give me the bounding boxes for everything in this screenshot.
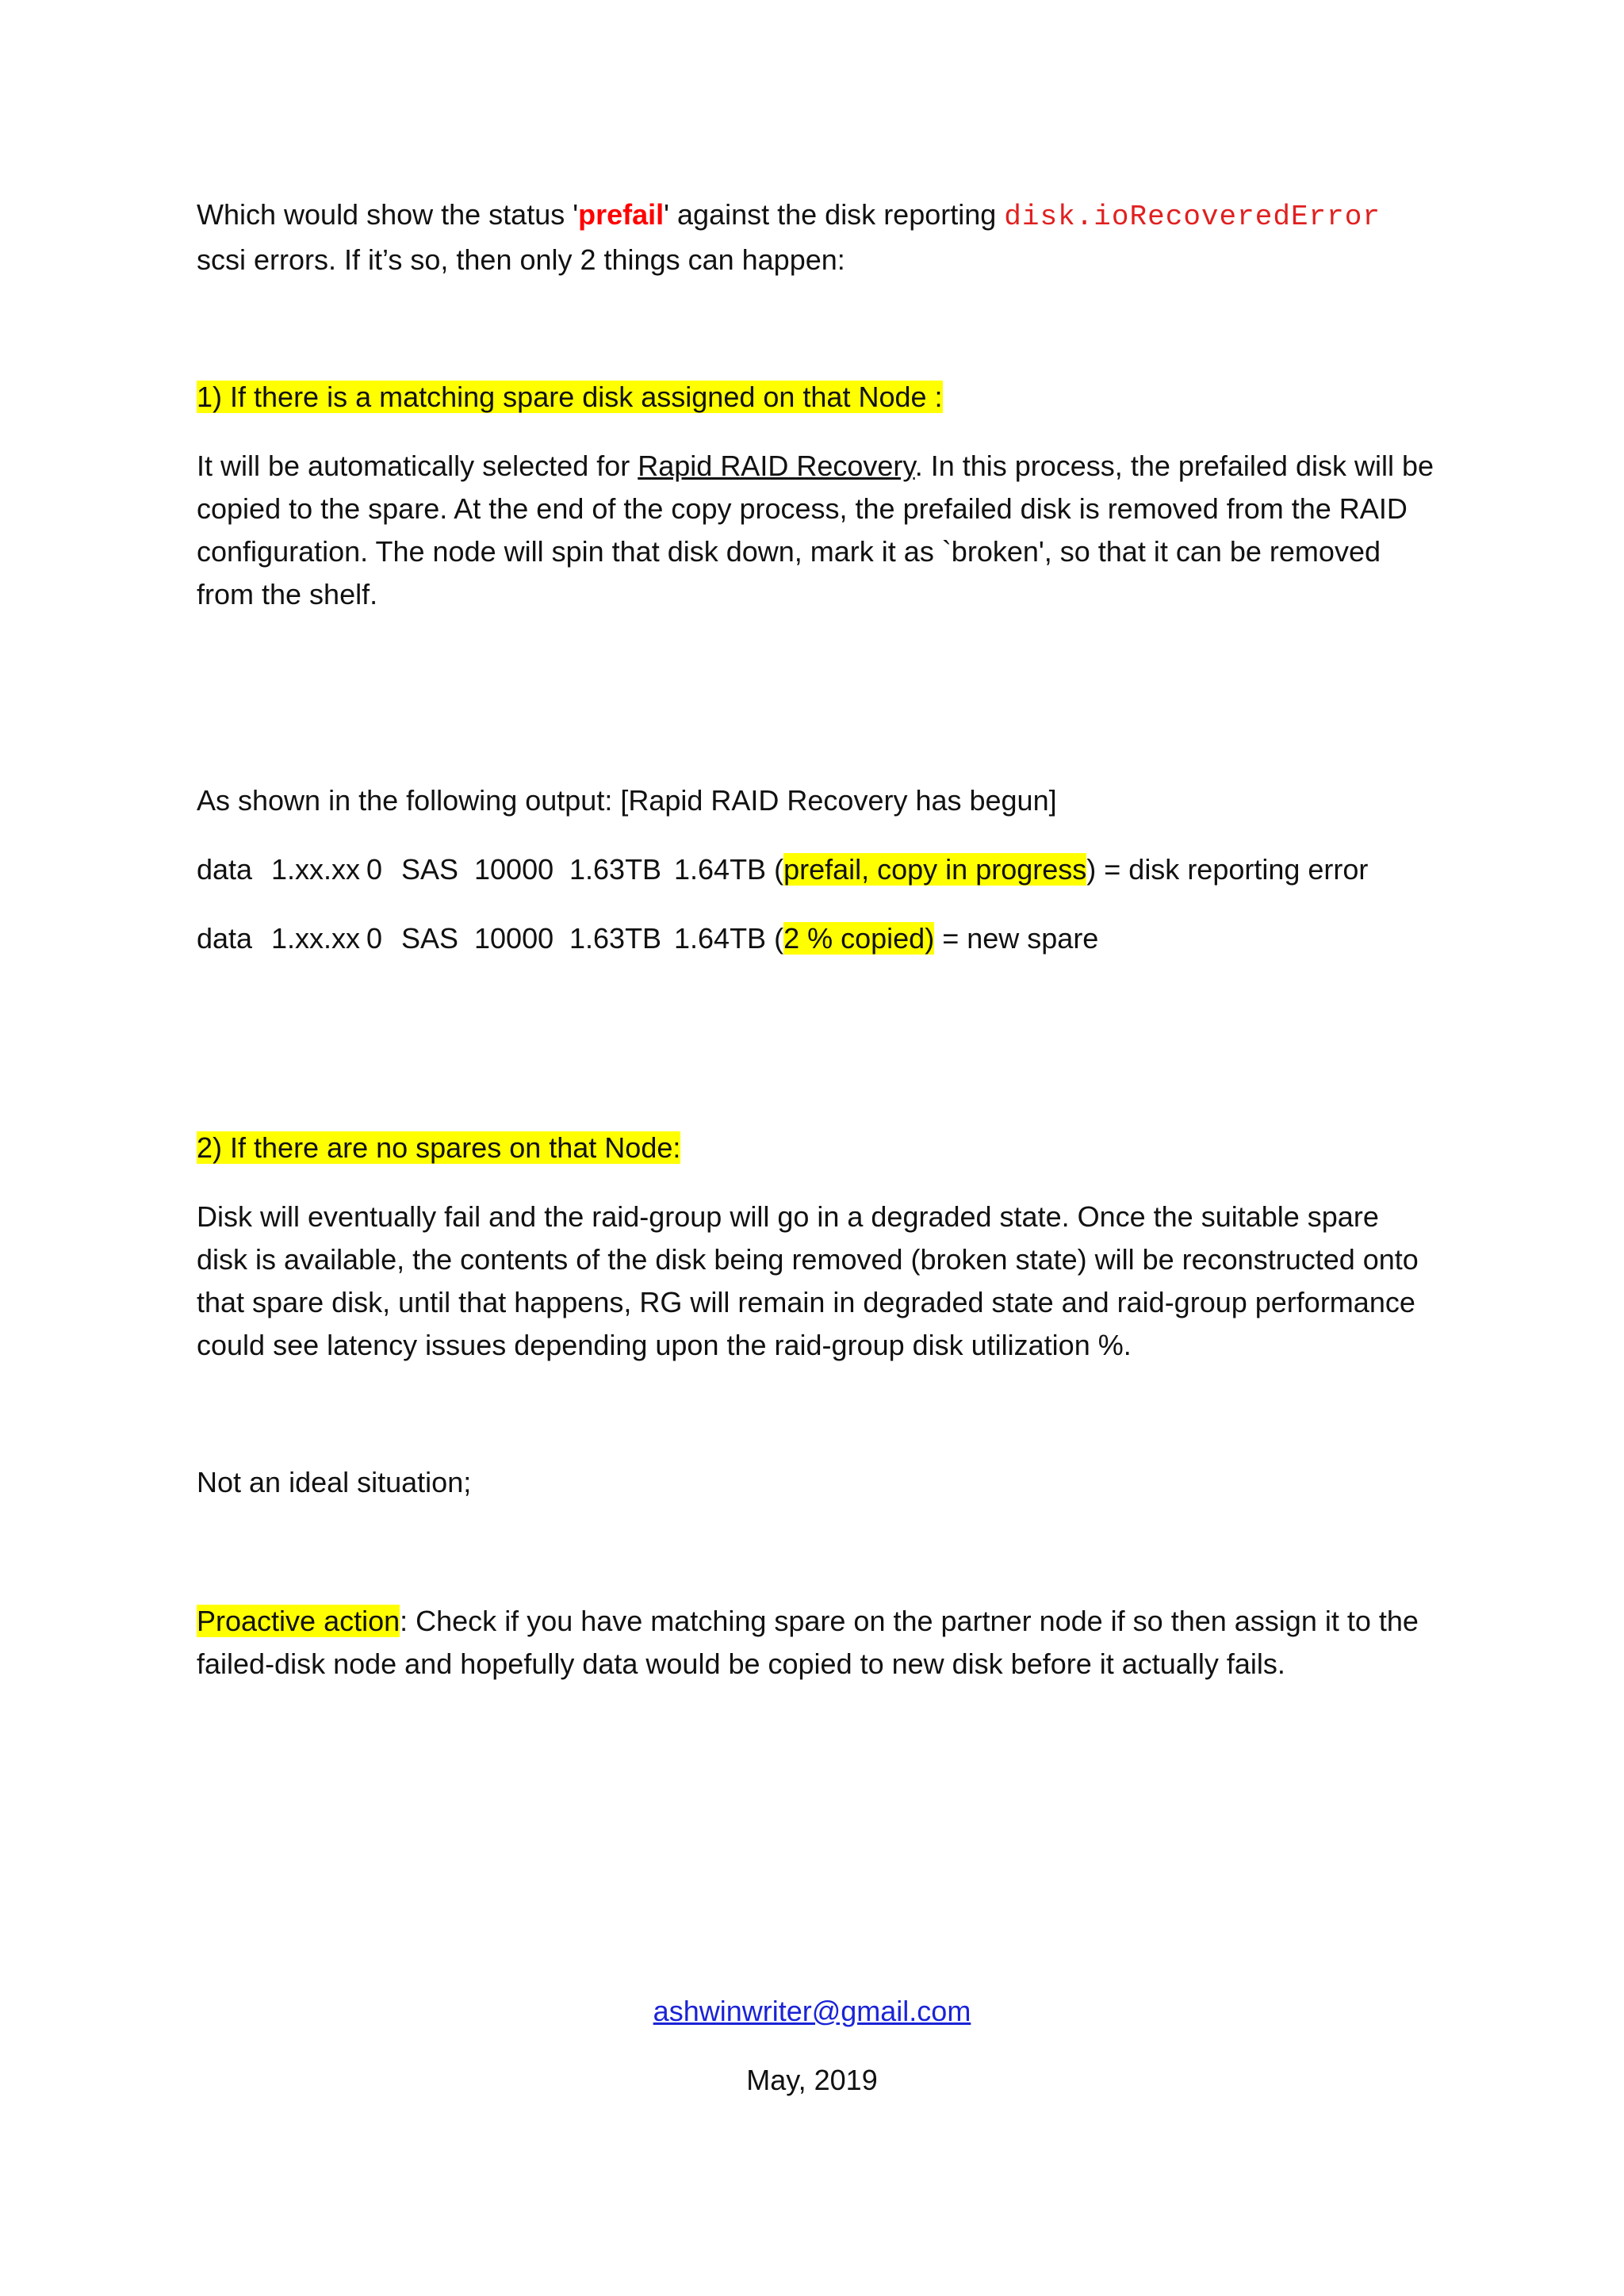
case2-heading [197,1127,1434,1169]
case1-heading-text: 1) If there is a matching spare disk assigned on that Node : [197,381,943,413]
row1-status-highlight: prefail, copy in progress [783,853,1087,886]
case2-body: Disk will eventually fail and the raid-group will go in a degraded state. Once the suitable spare disk is available, the contents of the disk being removed (broken state) will be reconstructed onto that spare disk, until that happens, RG will remain in degraded state and raid-group performance could see latency issues depending upon the raid-group disk utilization %. [197,1200,1419,1361]
row1-cell-usable: 1.63TB [569,853,662,886]
row1-cell-port: 0 [366,853,383,886]
email-link[interactable]: ashwinwriter@gmail.com [653,1995,971,2027]
intro-paragraph [197,193,1434,281]
case1-body [197,445,1434,616]
row1-cell-rpm: 10000 [474,853,554,886]
case2-heading-text: 2) If there are no spares on that Node: [197,1131,681,1164]
row2-cell-physical: 1.64TB [674,922,767,955]
row1-close-paren: ) [1086,853,1105,886]
row2-cell-usable: 1.63TB [569,922,662,955]
proactive-label: Proactive action [197,1605,400,1637]
row1-cell-type: SAS [401,853,459,886]
footer-date: May, 2019 [746,2064,878,2096]
row1-note: = disk reporting error [1104,853,1369,886]
row1-cell-physical: 1.64TB [674,853,767,886]
row1-cell-disk: 1.xx.xx [271,853,361,886]
intro-text-2: ' against the disk reporting [664,198,1005,231]
intro-text-1: Which would show the status ' [197,198,579,231]
case1-body-text-1: It will be automatically selected for [197,450,638,482]
proactive-paragraph [197,1600,1434,1686]
output-row-1 [197,848,1434,891]
row2-cell-port: 0 [366,922,383,955]
row2-cell-rpm: 10000 [474,922,554,955]
footer-email-line [0,1990,1624,2033]
case1-body-text-2: . In this process, the prefailed disk will be copied to the spare. At the end of the copy process, the prefailed disk is removed from the RAID configuration. The node will spin that disk down, mark it as `broken', so that it can be removed from the shelf. [197,450,1434,610]
output-row-2 [197,917,1434,960]
row1-open-paren: ( [766,853,784,886]
remark: Not an ideal situation; [197,1466,472,1498]
row2-status-highlight: 2 % copied) [783,922,935,955]
row1-cell-pool: data [197,853,253,886]
row2-space [934,922,942,955]
rapid-raid-recovery-term: Rapid RAID Recovery [638,450,915,482]
intro-text-3: scsi errors. If it’s so, then only 2 things can happen: [197,243,845,276]
prefail-status-word: prefail [578,198,665,231]
error-code-term: disk.ioRecoveredError [1004,201,1381,233]
row2-cell-disk: 1.xx.xx [271,922,361,955]
proactive-text: : Check if you have matching spare on the partner node if so then assign it to the failed-disk node and hopefully data would be copied to new disk before it actually fails. [197,1605,1419,1680]
row2-note: = new spare [942,922,1099,955]
output-intro: As shown in the following output: [Rapid RAID Recovery has begun] [197,784,1057,817]
row2-open-paren: ( [766,922,784,955]
row2-cell-type: SAS [401,922,459,955]
row2-cell-pool: data [197,922,253,955]
case1-heading [197,376,1434,419]
